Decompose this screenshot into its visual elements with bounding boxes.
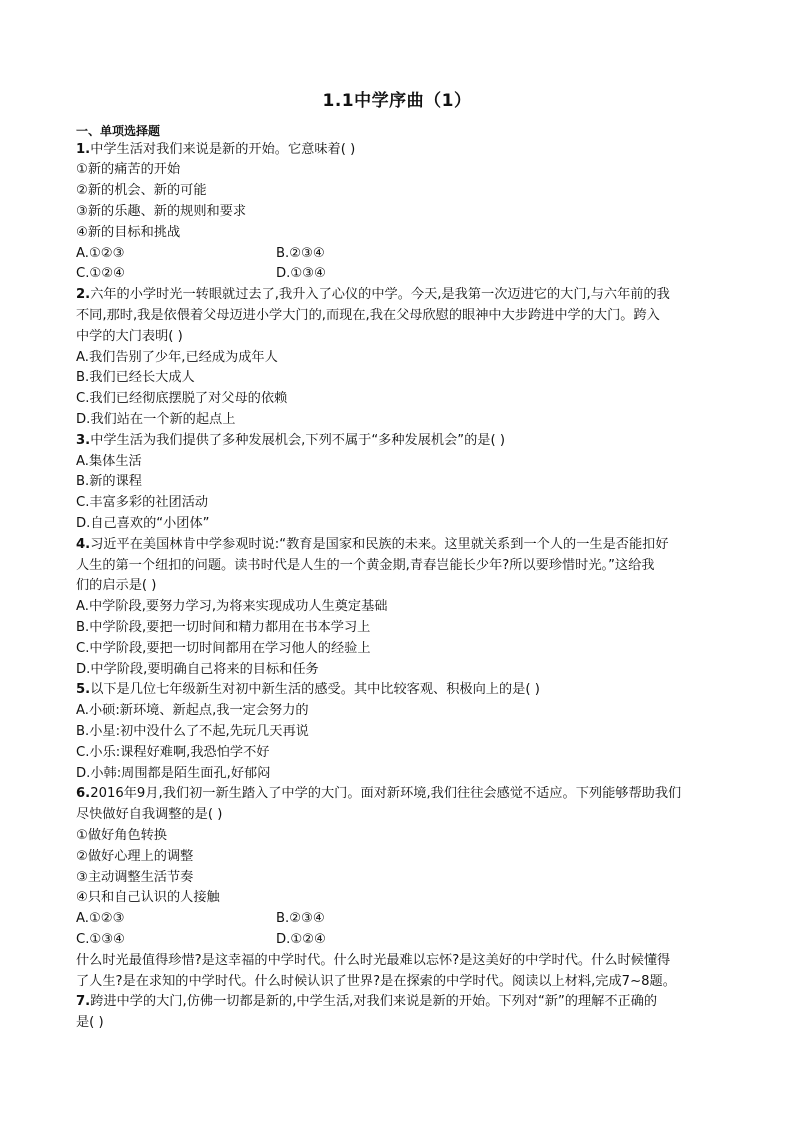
option-a: A.中学阶段,要努力学习,为将来实现成功人生奠定基础 xyxy=(76,599,388,614)
statement: ④只和自己认识的人接触 xyxy=(76,890,220,905)
option-d: D.自己喜欢的“小团体” xyxy=(76,516,210,531)
option-a: A.①②③ xyxy=(76,911,125,926)
question-text: 人生的第一个纽扣的问题。读书时代是人生的一个黄金期,青春岂能长少年?所以要珍惜时光。”这给我 xyxy=(76,558,655,573)
question-text: 是( ) xyxy=(76,1015,104,1030)
reading-passage: 了人生?是在求知的中学时代。什么时候认识了世界?是在探索的中学时代。阅读以上材料,完成7~8题。 xyxy=(76,974,676,989)
option-row xyxy=(76,265,726,283)
option-a: A.小硕:新环境、新起点,我一定会努力的 xyxy=(76,703,309,718)
statement: ②做好心理上的调整 xyxy=(76,849,194,864)
statement: ④新的目标和挑战 xyxy=(76,225,181,240)
option-c: C.小乐:课程好难啊,我恐怕学不好 xyxy=(76,745,270,760)
option-c: C.中学阶段,要把一切时间都用在学习他人的经验上 xyxy=(76,641,371,656)
option-row xyxy=(76,931,726,949)
question-7: 7.跨进中学的大门,仿佛一切都是新的,中学生活,对我们来说是新的开始。下列对“新”的理解不正确的 xyxy=(76,994,658,1009)
option-c: C.①②④ xyxy=(76,266,125,281)
option-b: B.新的课程 xyxy=(76,474,142,489)
option-c: C.我们已经彻底摆脱了对父母的依赖 xyxy=(76,391,288,406)
statement: ②新的机会、新的可能 xyxy=(76,183,207,198)
question-text: 们的启示是( ) xyxy=(76,578,157,593)
statement: ①新的痛苦的开始 xyxy=(76,162,181,177)
section-heading: 一、单项选择题 xyxy=(76,124,161,138)
question-3: 3.中学生活为我们提供了多种发展机会,下列不属于“多种发展机会”的是( ) xyxy=(76,433,505,448)
option-c: C.①③④ xyxy=(76,932,125,947)
option-d: D.①②④ xyxy=(276,932,326,947)
option-d: D.中学阶段,要明确自己将来的目标和任务 xyxy=(76,662,319,677)
option-row xyxy=(76,245,726,263)
option-b: B.②③④ xyxy=(276,246,325,261)
question-text: 中学的大门表明( ) xyxy=(76,329,183,344)
option-b: B.小星:初中没什么了不起,先玩几天再说 xyxy=(76,724,309,739)
option-b: B.中学阶段,要把一切时间和精力都用在书本学习上 xyxy=(76,620,371,635)
option-d: D.我们站在一个新的起点上 xyxy=(76,412,236,427)
statement: ①做好角色转换 xyxy=(76,828,167,843)
page-title: 1.1中学序曲（1） xyxy=(322,91,472,111)
question-1: 1.中学生活对我们来说是新的开始。它意味着( ) xyxy=(76,142,356,157)
question-text: 不同,那时,我是依偎着父母迈进小学大门的,而现在,我在父母欣慰的眼神中大步跨进中学的大门。跨入 xyxy=(76,308,660,323)
option-row xyxy=(76,910,726,928)
option-d: D.小韩:周围都是陌生面孔,好郁闷 xyxy=(76,766,271,781)
option-c: C.丰富多彩的社团活动 xyxy=(76,495,209,510)
option-b: B.我们已经长大成人 xyxy=(76,370,195,385)
option-a: A.集体生活 xyxy=(76,454,142,469)
statement: ③主动调整生活节奏 xyxy=(76,870,194,885)
option-a: A.①②③ xyxy=(76,246,125,261)
reading-passage: 什么时光最值得珍惜?是这幸福的中学时代。什么时光最难以忘怀?是这美好的中学时代。什么时候懂得 xyxy=(76,953,671,968)
statement: ③新的乐趣、新的规则和要求 xyxy=(76,204,247,219)
question-6: 6.2016年9月,我们初一新生踏入了中学的大门。面对新环境,我们往往会感觉不适应。下列能够帮助我们 xyxy=(76,786,682,801)
option-d: D.①③④ xyxy=(276,266,326,281)
question-5: 5.以下是几位七年级新生对初中新生活的感受。其中比较客观、积极向上的是( ) xyxy=(76,682,540,697)
question-2: 2.六年的小学时光一转眼就过去了,我升入了心仪的中学。今天,是我第一次迈进它的大门,与六年前的我 xyxy=(76,287,670,302)
option-b: B.②③④ xyxy=(276,911,325,926)
question-4: 4.习近平在美国林肯中学参观时说:“教育是国家和民族的未来。这里就关系到一个人的一生是否能扣好 xyxy=(76,537,669,552)
option-a: A.我们告别了少年,已经成为成年人 xyxy=(76,350,278,365)
question-text: 尽快做好自我调整的是( ) xyxy=(76,807,223,822)
